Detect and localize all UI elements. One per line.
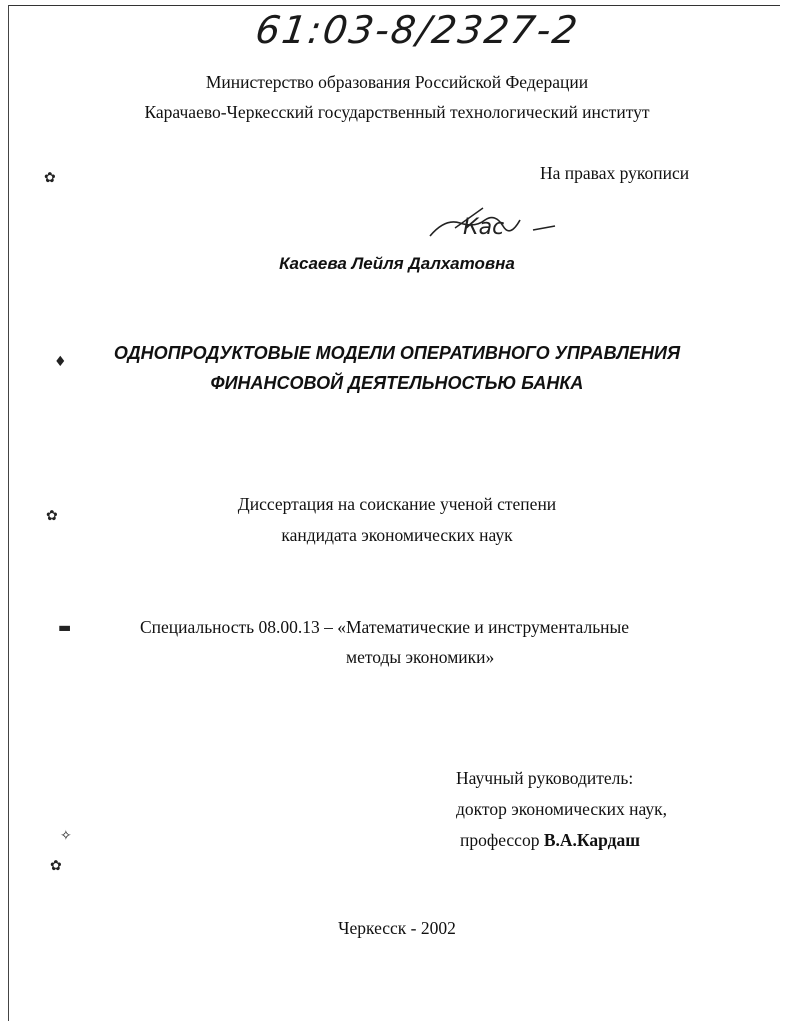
punch-hole-mark-icon: ♦ bbox=[54, 354, 67, 370]
ministry-name: Министерство образования Российской Федерации bbox=[205, 72, 589, 92]
degree-line1: Диссертация на соискание ученой степени bbox=[237, 494, 557, 514]
supervisor-name: В.А.Кардаш bbox=[543, 830, 640, 850]
supervisor-title: профессор bbox=[460, 830, 540, 850]
page-border-top bbox=[8, 5, 780, 6]
thesis-title-line1: ОДНОПРОДУКТОВЫЕ МОДЕЛИ ОПЕРАТИВНОГО УПРАВЛЕНИЯ bbox=[113, 343, 681, 363]
archive-code: 61:03-8/2327-2 bbox=[252, 8, 582, 52]
degree-line2: кандидата экономических наук bbox=[281, 525, 513, 545]
signature bbox=[425, 198, 560, 248]
city-year: Черкесск - 2002 bbox=[338, 918, 456, 938]
manuscript-rights: На правах рукописи bbox=[540, 163, 690, 183]
punch-hole-mark-icon: ✿ bbox=[44, 170, 56, 186]
punch-hole-mark-icon: ▬ bbox=[58, 620, 72, 636]
punch-hole-mark-icon: ✿ bbox=[46, 508, 58, 524]
supervisor-degree: доктор экономических наук, bbox=[456, 799, 667, 819]
svg-text:Кас: Кас bbox=[463, 215, 505, 240]
thesis-title-line2: ФИНАНСОВОЙ ДЕЯТЕЛЬНОСТЬЮ БАНКА bbox=[210, 373, 584, 393]
supervisor-label: Научный руководитель: bbox=[456, 768, 634, 788]
punch-hole-mark-icon: ✿ bbox=[50, 858, 62, 874]
specialty-line2: методы экономики» bbox=[346, 647, 495, 667]
punch-hole-mark-icon: ✧ bbox=[60, 828, 72, 844]
supervisor-title-name bbox=[460, 830, 640, 851]
institute-name: Карачаево-Черкесский государственный технологический институт bbox=[144, 102, 650, 122]
specialty-line1: Специальность 08.00.13 – «Математические и инструментальные bbox=[140, 617, 630, 637]
author-name: Касаева Лейля Далхатовна bbox=[279, 254, 515, 273]
